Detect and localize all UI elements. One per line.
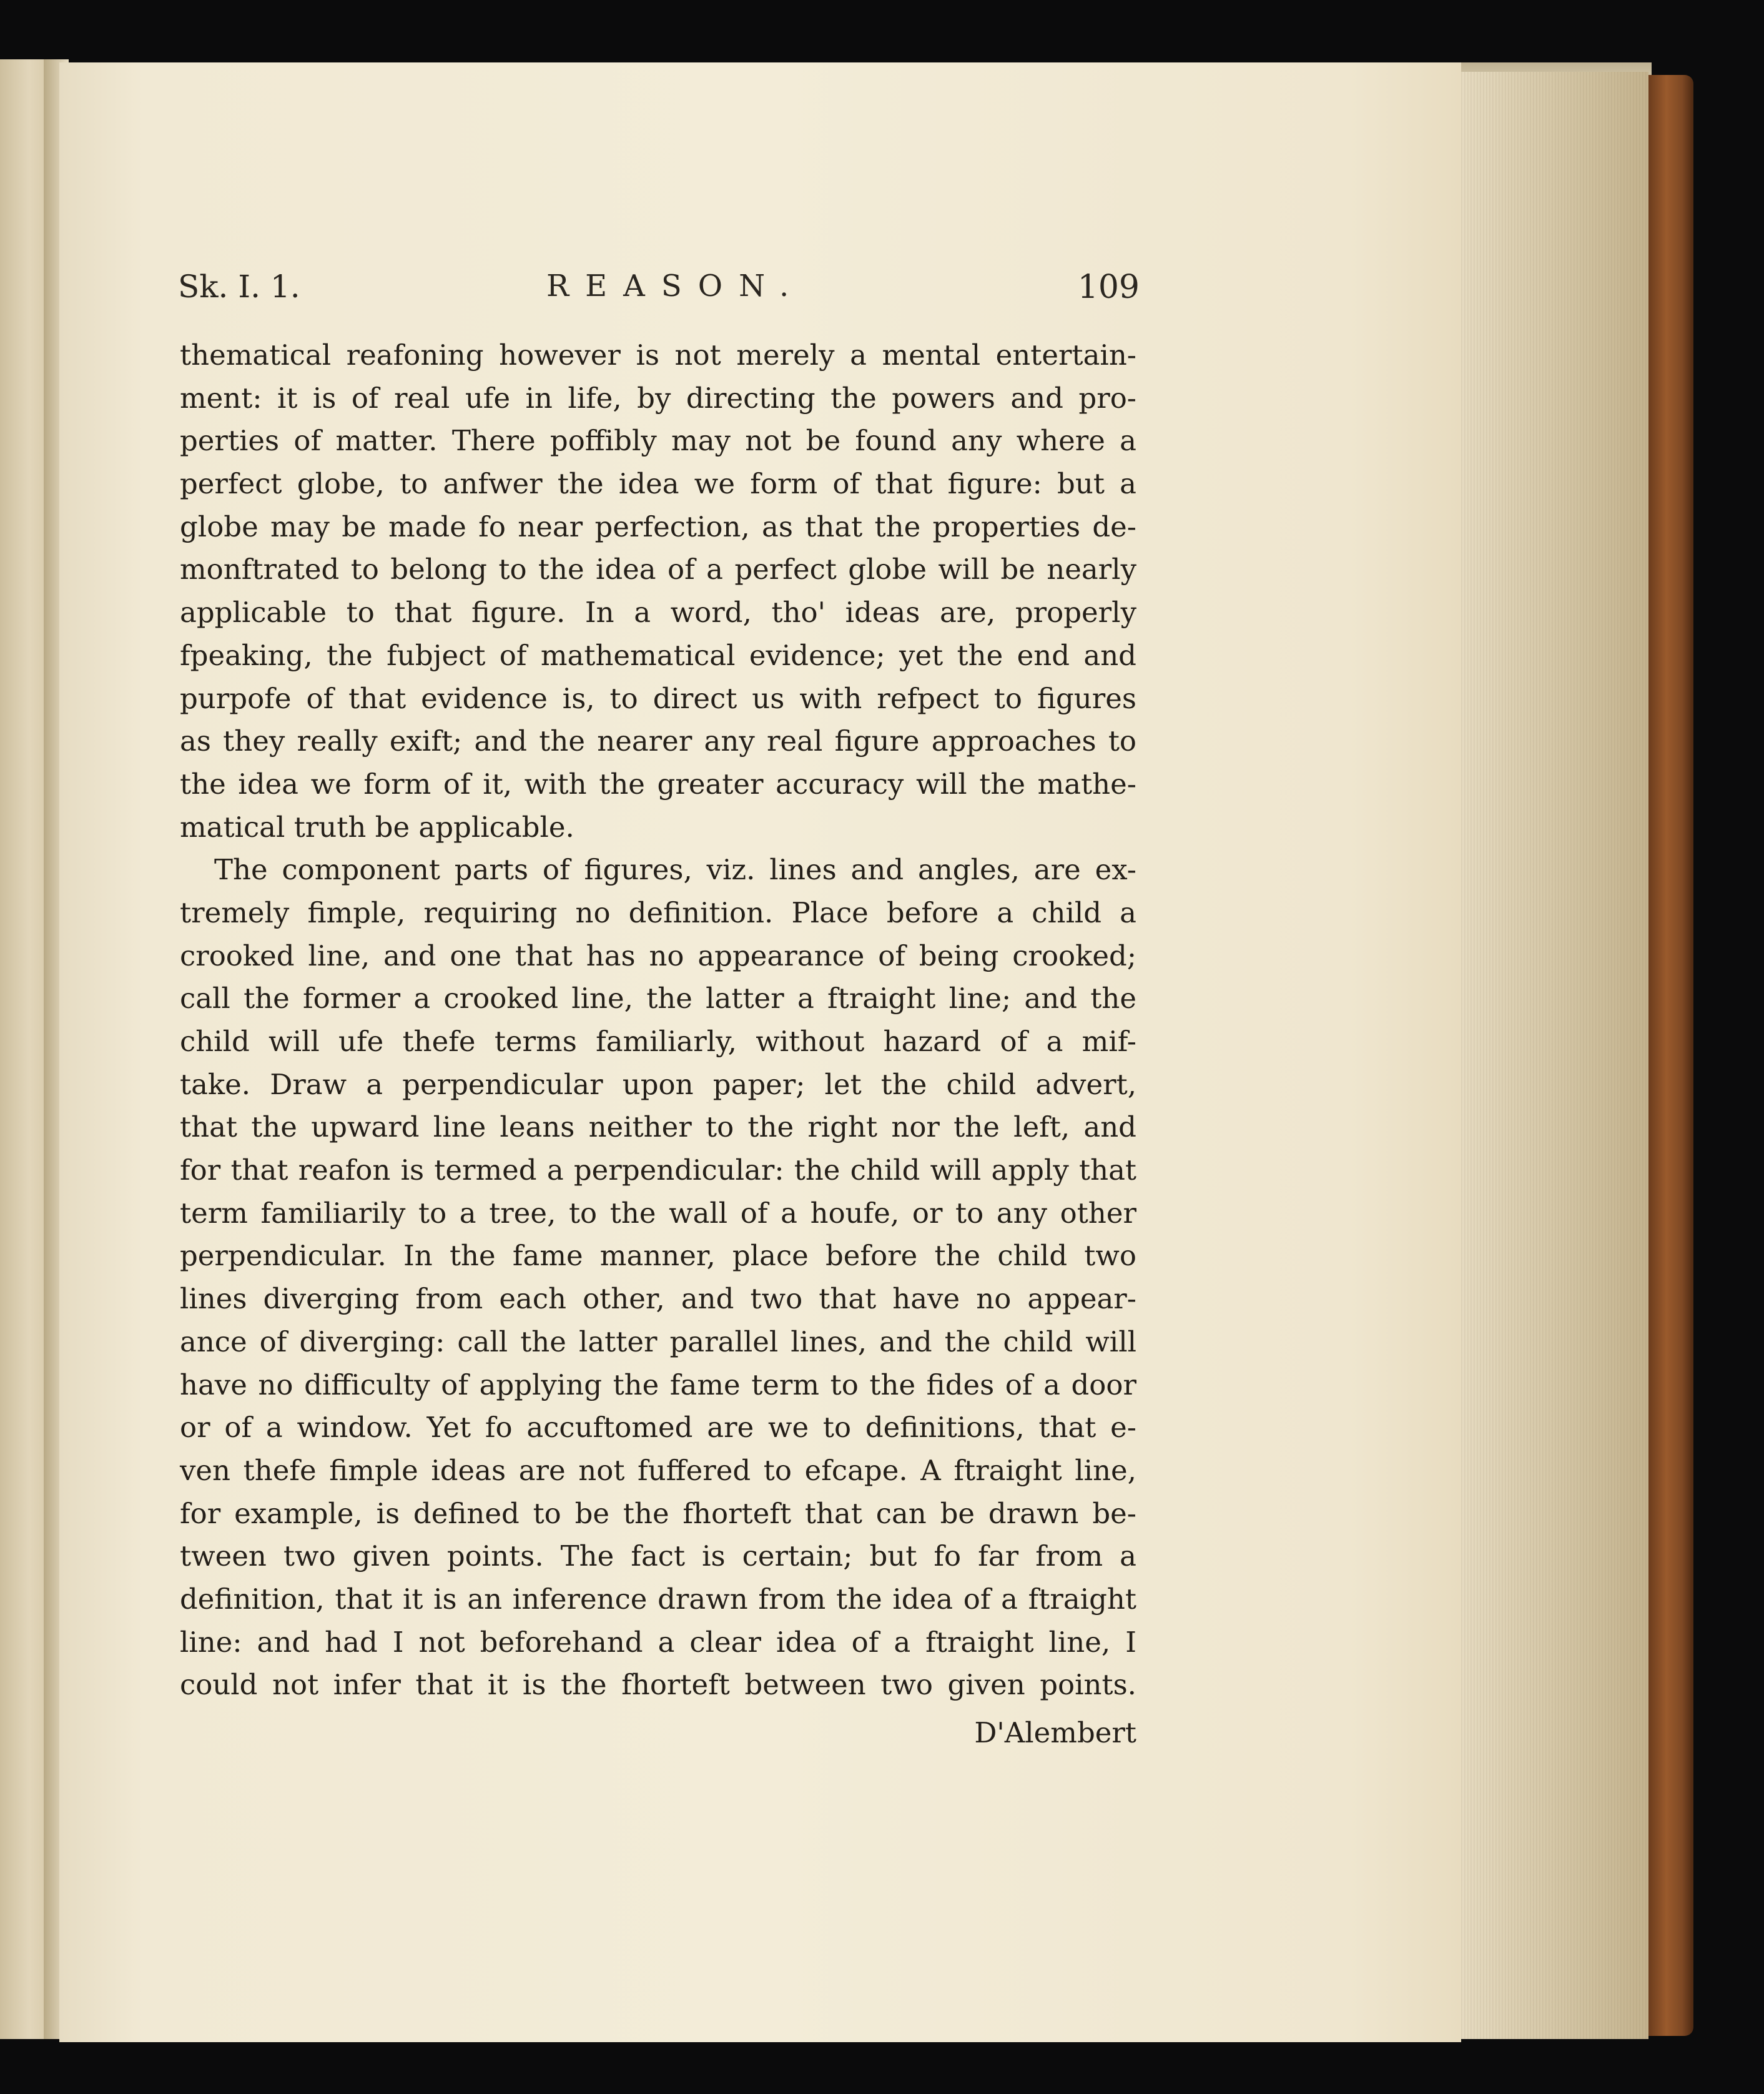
paragraph-start-line: The component parts of figures, viz. lines and angles, are ex-	[214, 853, 1136, 887]
paragraph-end-line: matical truth be applicable.	[180, 810, 574, 844]
text-line: ance of diverging: call the latter parallel lines, and the child will	[180, 1325, 1136, 1358]
text-line: purpofe of that evidence is, to direct us with refpect to figures	[180, 681, 1136, 715]
catchword: D'Alembert	[974, 1716, 1136, 1749]
text-line: term familiarily to a tree, to the wall of a houfe, or to any other	[180, 1196, 1136, 1230]
text-line: perpendicular. In the fame manner, place before the child two	[180, 1239, 1136, 1273]
text-line: perfect globe, to anfwer the idea we form of that figure: but a	[180, 467, 1136, 501]
body-text	[180, 334, 1136, 1755]
text-line: lines diverging from each other, and two that have no appear-	[180, 1282, 1136, 1316]
text-line: child will ufe thefe terms familiarly, without hazard of a mif-	[180, 1025, 1136, 1058]
text-line: fpeaking, the fubject of mathematical evidence; yet the end and	[180, 638, 1136, 672]
text-line: globe may be made fo near perfection, as that the properties de-	[180, 510, 1136, 543]
text-line: that the upward line leans neither to the right nor the left, and	[180, 1110, 1136, 1144]
text-line: as they really exift; and the nearer any real figure approaches to	[180, 724, 1136, 758]
text-line: tween two given points. The fact is certain; but fo far from a	[180, 1539, 1136, 1573]
text-line: crooked line, and one that has no appearance of being crooked;	[180, 939, 1136, 972]
text-line: definition, that it is an inference drawn from the idea of a ftraight	[180, 1582, 1136, 1616]
text-line: the idea we form of it, with the greater accuracy will the mathe-	[180, 767, 1136, 801]
text-line: tremely fimple, requiring no definition. Place before a child a	[180, 896, 1136, 929]
text-line: or of a window. Yet fo accuftomed are we to definitions, that e-	[180, 1411, 1136, 1445]
leather-cover	[1648, 75, 1693, 2036]
text-line: for that reafon is termed a perpendicular: the child will apply that	[180, 1153, 1136, 1187]
text-line: perties of matter. There poffibly may not be found any where a	[180, 424, 1136, 458]
text-line: for example, is defined to be the fhorteft that can be drawn be-	[180, 1496, 1136, 1530]
text-line: have no difficulty of applying the fame term to the fides of a door	[180, 1368, 1136, 1401]
text-line: applicable to that figure. In a word, tho' ideas are, properly	[180, 596, 1136, 630]
text-line: ment: it is of real ufe in life, by directing the powers and pro-	[180, 381, 1136, 415]
left-facing-page	[0, 59, 49, 2039]
running-head	[178, 269, 1140, 312]
text-line: thematical reafoning however is not merely a mental entertain-	[180, 338, 1136, 372]
text-line: take. Draw a perpendicular upon paper; let the child advert,	[180, 1067, 1136, 1101]
page-fore-edge	[1442, 72, 1648, 2039]
text-line: monftrated to belong to the idea of a perfect globe will be nearly	[180, 553, 1136, 586]
text-line: could not infer that it is the fhorteft between two given points.	[180, 1668, 1136, 1702]
text-line: line: and had I not beforehand a clear idea of a ftraight line, I	[180, 1625, 1136, 1659]
page-number: 109	[1077, 269, 1140, 306]
running-title: REASON.	[546, 269, 806, 304]
text-line: call the former a crooked line, the latter a ftraight line; and the	[180, 982, 1136, 1015]
section-signature: Sk. I. 1.	[178, 269, 300, 305]
text-line: ven thefe fimple ideas are not fuffered to efcape. A ftraight line,	[180, 1453, 1136, 1487]
